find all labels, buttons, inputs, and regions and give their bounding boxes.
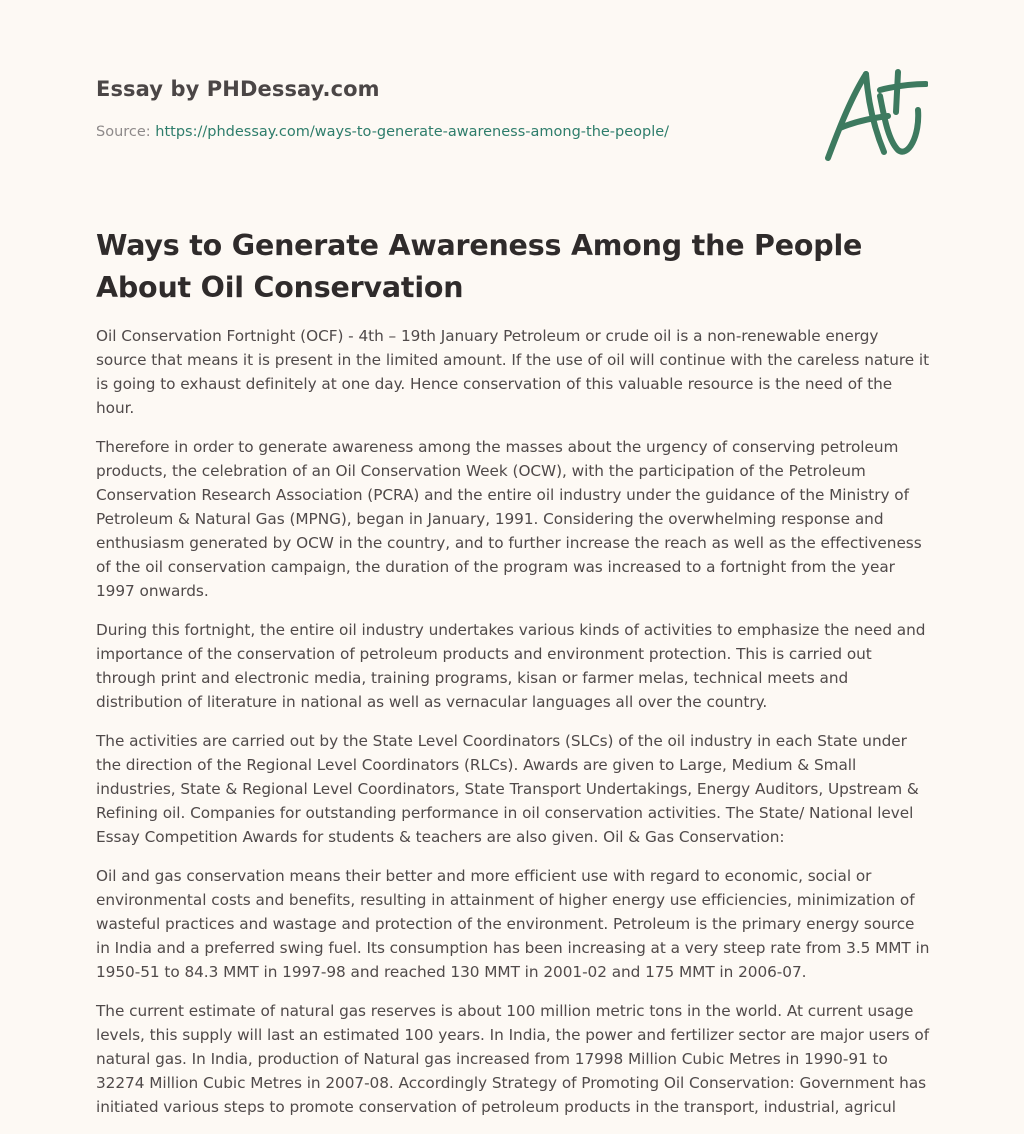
source-label: Source: [96, 124, 151, 140]
paragraph: The current estimate of natural gas reserves is about 100 million metric tons in the world. At current usage levels, this supply will last an estimated 100 years. In India, the power and fertilizer sector are major users of natural gas. In India, production of Natural gas increased from 17998 Million Cubic Metres in 1990-91 to 32274 Million Cubic Metres in 2007-08. Accordingly Strategy of Promoting Oil Conservation: Government has initiated various steps to promote conservation of petroleum products in the transport, industrial, agricul [96, 1002, 930, 1116]
paragraph: The activities are carried out by the State Level Coordinators (SLCs) of the oil industry in each State under the direction of the Regional Level Coordinators (RLCs). Awards are given to Large, Medium & Small industries, State & Regional Level Coordinators, State Transport Undertakings, Energy Auditors, Upstream & Refining oil. Companies for outstanding performance in oil conservation activities. The State/ National level Essay Competition Awards for students & teachers are also given. Oil & Gas Conservation: [96, 732, 919, 846]
a-plus-logo-icon [822, 66, 928, 164]
source-link[interactable]: https://phdessay.com/ways-to-generate-awareness-among-the-people/ [155, 124, 670, 140]
source-line [96, 124, 669, 140]
paragraph: Oil and gas conservation means their better and more efficient use with regard to economic, social or environmental costs and benefits, resulting in attainment of higher energy use efficiencies, minimization of wasteful practices and wastage and protection of the environment. Petroleum is the primary energy source in India and a preferred swing fuel. Its consumption has been increasing at a very steep rate from 3.5 MMT in 1950-51 to 84.3 MMT in 1997-98 and reached 130 MMT in 2001-02 and 175 MMT in 2006-07. [96, 867, 930, 981]
paragraph: During this fortnight, the entire oil industry undertakes various kinds of activities to emphasize the need and importance of the conservation of petroleum products and environment protection. This is carried out through print and electronic media, training programs, kisan or farmer melas, technical meets and distribution of literature in national as well as vernacular languages all over the country. [96, 621, 926, 711]
page-title: Ways to Generate Awareness Among the People About Oil Conservation [96, 229, 863, 304]
site-brand: Essay by PHDessay.com [96, 77, 380, 101]
paragraph: Therefore in order to generate awareness among the masses about the urgency of conserving petroleum products, the celebration of an Oil Conservation Week (OCW), with the participation of the Petroleum Conservation Research Association (PCRA) and the entire oil industry under the guidance of the Ministry of Petroleum & Natural Gas (MPNG), began in January, 1991. Considering the overwhelming response and enthusiasm generated by OCW in the country, and to further increase the reach as well as the effectiveness of the oil conservation campaign, the duration of the program was increased to a fortnight from the year 1997 onwards. [96, 438, 922, 600]
paragraph: Oil Conservation Fortnight (OCF) - 4th – 19th January Petroleum or crude oil is a non-renewable energy source that means it is present in the limited amount. If the use of oil will continue with the careless nature it is going to exhaust definitely at one day. Hence conservation of this valuable resource is the need of the hour. [96, 327, 930, 417]
article-body [96, 324, 932, 1134]
